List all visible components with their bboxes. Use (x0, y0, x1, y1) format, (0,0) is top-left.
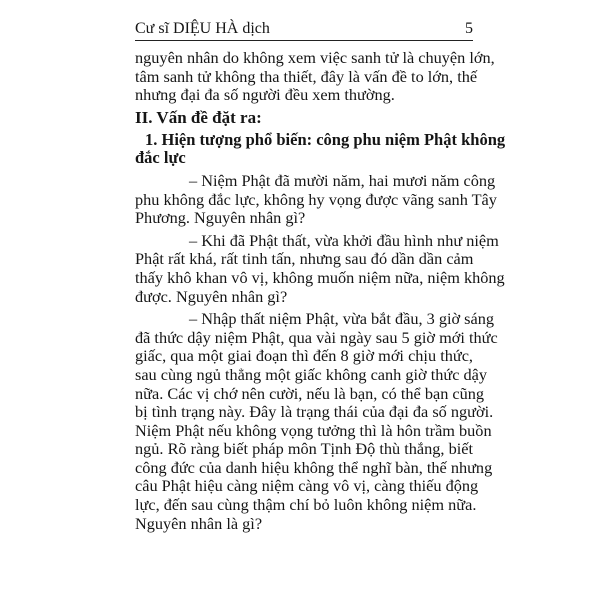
text-line: giấc, qua một giai đoạn thì đến 8 giờ mới chịu thức, (135, 346, 473, 366)
text-line: câu Phật hiệu càng niệm càng vô vị, càng thiếu động (135, 476, 479, 496)
text-line: lực, đến sau cùng thậm chí bỏ luôn không niệm nữa. (135, 495, 477, 515)
text-line: Nguyên nhân là gì? (135, 513, 263, 533)
book-page (135, 20, 506, 533)
subsection-heading (135, 129, 506, 168)
text-line: thấy khô khan vô vị, không muốn niệm nữa, niệm không (135, 267, 505, 287)
text-line: được. Nguyên nhân gì? (135, 286, 288, 306)
page-number: 5 (465, 20, 473, 37)
text-line: nữa. Các vị chớ nên cười, nếu là bạn, có thể bạn cũng (135, 383, 485, 403)
text-line: – Niệm Phật đã mười năm, hai mươi năm công (189, 170, 496, 190)
text-line: – Nhập thất niệm Phật, vừa bắt đầu, 3 giờ sáng (189, 309, 495, 329)
intro-paragraph (135, 48, 495, 105)
text-line: công đức của danh hiệu không thể nghĩ bàn, thế nhưng (135, 457, 493, 477)
text-line: Niệm Phật nếu không vọng tưởng thì là hôn trầm buồn (135, 420, 492, 440)
text-line: đã thức dậy niệm Phật, qua vài ngày sau 5 giờ mới thức (135, 327, 498, 347)
text-line: sau cùng ngủ thẳng một giấc không canh giờ thức dậy (135, 364, 488, 384)
text-line: đắc lực (135, 148, 186, 168)
paragraph-1 (135, 170, 497, 228)
running-title: Cư sĩ DIỆU HÀ dịch (135, 20, 270, 37)
text-line: 1. Hiện tượng phổ biến: công phu niệm Phật không (145, 129, 506, 149)
text-line: ngủ. Rõ ràng biết pháp môn Tịnh Độ thù thắng, biết (135, 439, 473, 459)
page-body (135, 48, 506, 533)
paragraph-3 (135, 309, 498, 533)
text-line: Phật rất khá, rất tinh tấn, nhưng sau đó dần dần cảm (135, 249, 474, 269)
text-line: nhưng đại đa số người đều xem thường. (135, 85, 395, 105)
text-line: nguyên nhân do không xem việc sanh tử là chuyện lớn, (135, 48, 495, 67)
section-heading: II. Vấn đề đặt ra: (135, 107, 262, 127)
text-line: bị tình trạng này. Đây là trạng thái của đại đa số người. (135, 402, 494, 422)
text-line: – Khi đã Phật thất, vừa khởi đầu hình như niệm (189, 230, 499, 250)
text-line: Phương. Nguyên nhân gì? (135, 208, 306, 228)
running-header (135, 20, 473, 41)
paragraph-2 (135, 230, 505, 306)
text-line: tâm sanh tử không tha thiết, đây là vấn đề to lớn, thế (135, 66, 478, 86)
text-line: phu không đắc lực, không hy vọng được vãng sanh Tây (135, 189, 497, 209)
